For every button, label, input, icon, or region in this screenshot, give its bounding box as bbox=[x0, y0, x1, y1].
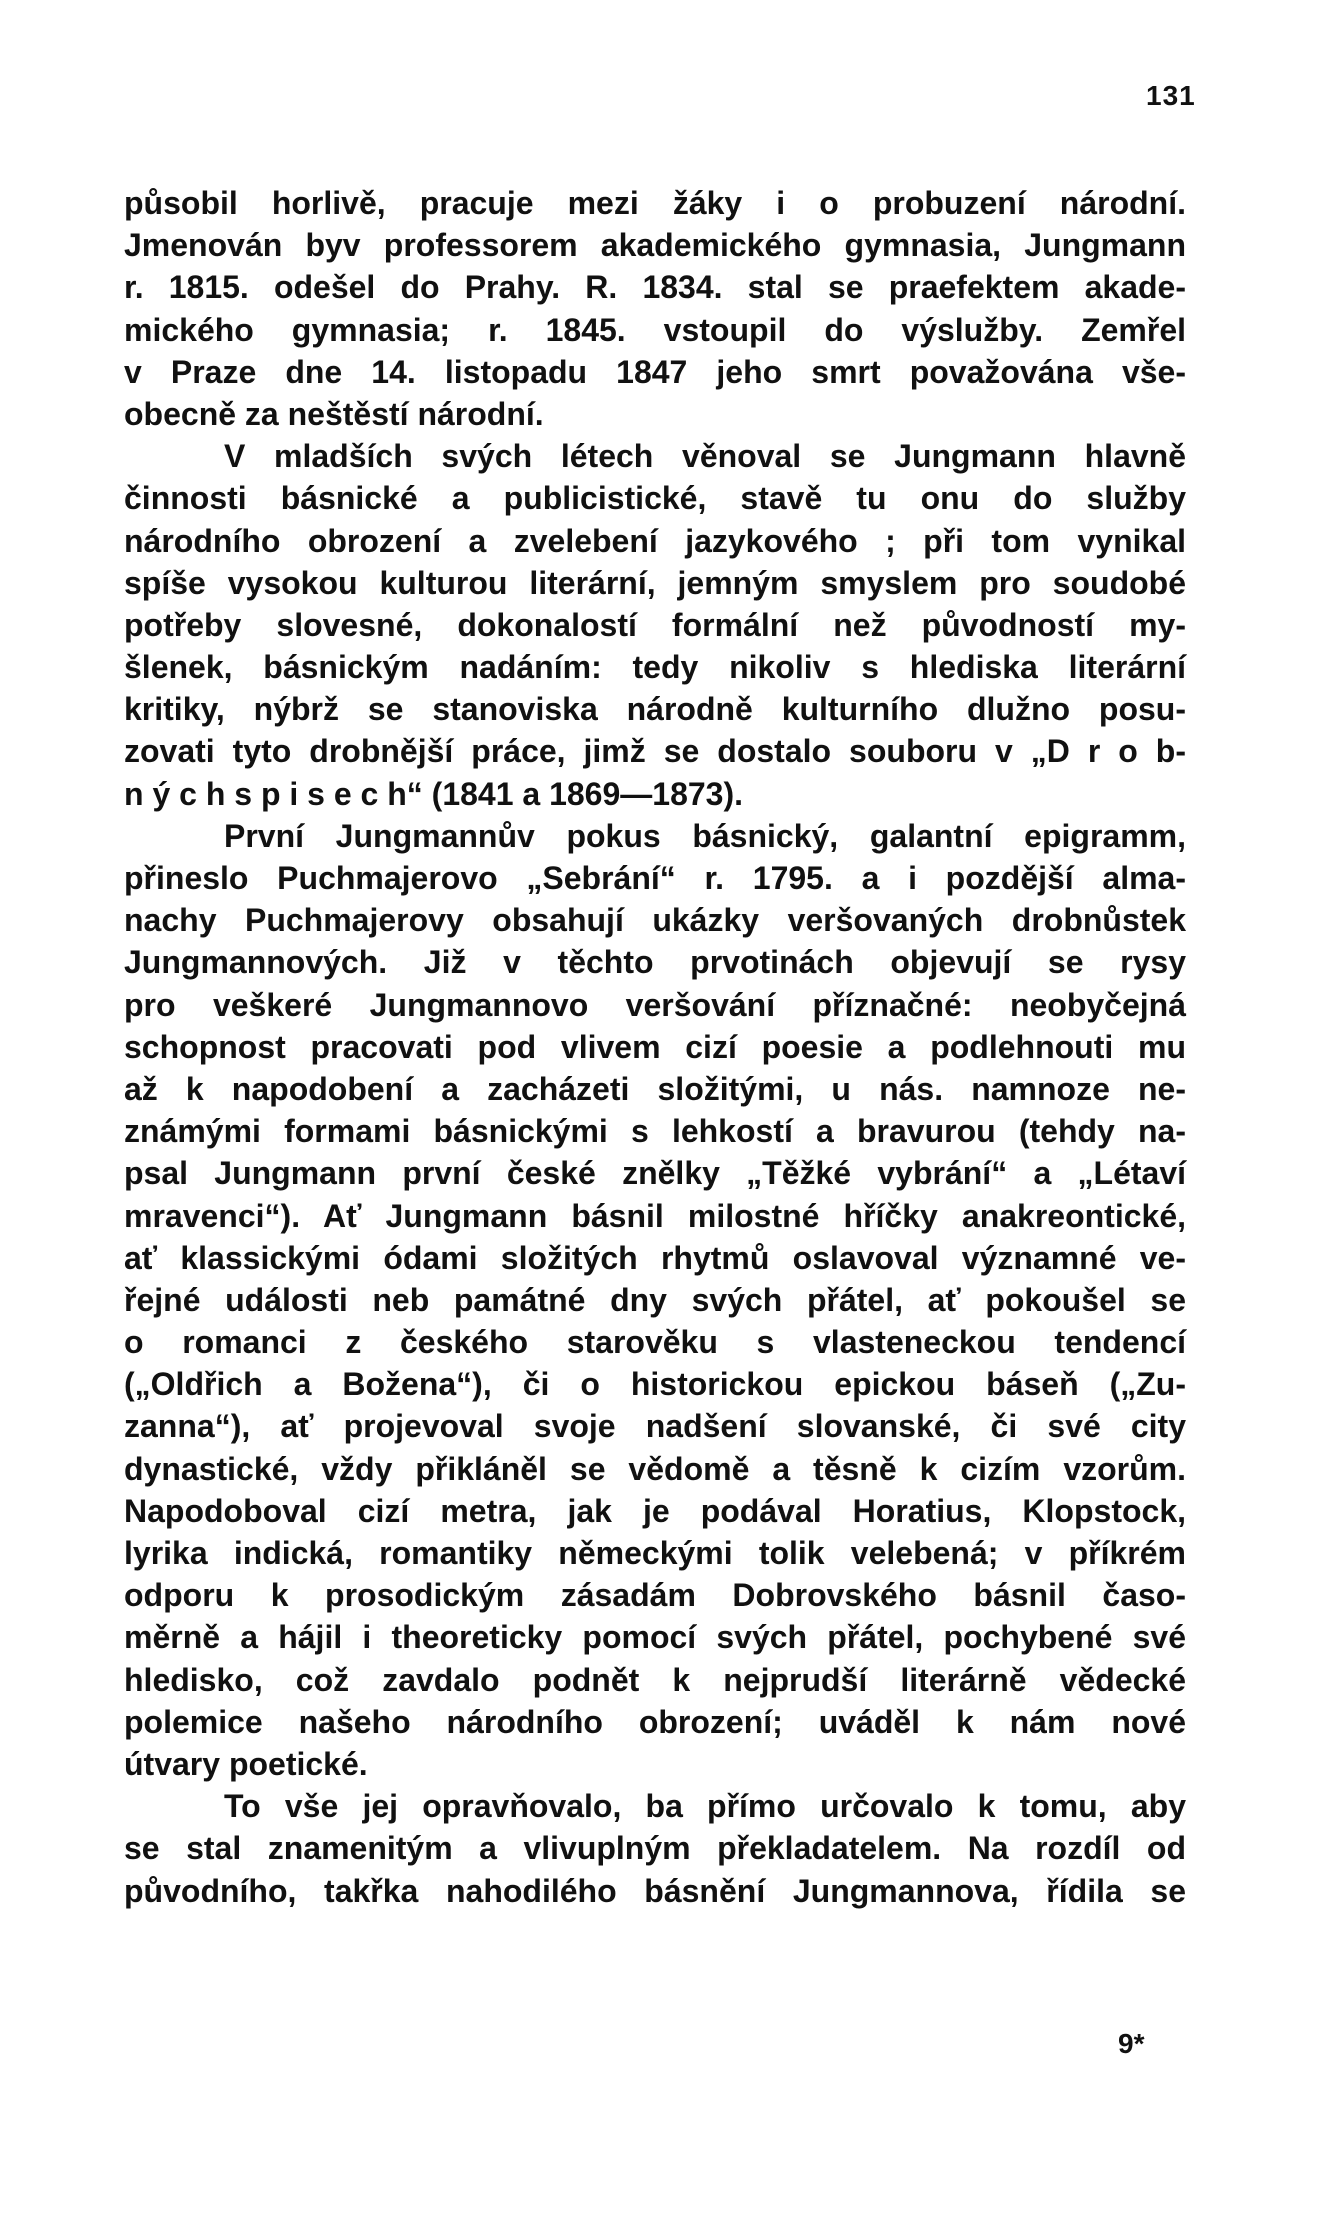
text-line: Napodoboval cizí metra, jak je podával Horatius, Klopstock, bbox=[124, 1492, 1186, 1529]
body-text bbox=[124, 182, 1186, 1912]
text-line: činnosti básnické a publicistické, stavě tu onu do služby bbox=[124, 480, 1186, 517]
text-line: mravenci“). Ať Jungmann básnil milostné hříčky anakreontické, bbox=[124, 1197, 1186, 1234]
text-line: Jmenován byv professorem akademického gymnasia, Jungmann bbox=[124, 227, 1186, 264]
text-line: schopnost pracovati pod vlivem cizí poesie a podlehnouti mu bbox=[124, 1028, 1186, 1065]
text-line: obecně za neštěstí národní. bbox=[124, 395, 544, 432]
paragraph-first-line: V mladších svých létech věnoval se Jungmann hlavně bbox=[224, 438, 1186, 475]
text-line: působil horlivě, pracuje mezi žáky i o probuzení národní. bbox=[124, 185, 1186, 221]
text-line: ať klassickými ódami složitých rhytmů oslavoval významné ve- bbox=[124, 1239, 1186, 1276]
text-line: psal Jungmann první české znělky „Těžké vybrání“ a „Létaví bbox=[124, 1155, 1186, 1192]
text-line: potřeby slovesné, dokonalostí formální než původností my- bbox=[124, 606, 1186, 643]
text-line: n ý c h s p i s e c h“ (1841 a 1869—1873). bbox=[124, 775, 743, 812]
text-line: řejné události neb památné dny svých přátel, ať pokoušel se bbox=[124, 1281, 1186, 1318]
text-line: lyrika indická, romantiky německými tolik velebená; v příkrém bbox=[124, 1535, 1186, 1571]
text-line: měrně a hájil i theoreticky pomocí svých přátel, pochybené své bbox=[124, 1619, 1186, 1656]
text-line: zovati tyto drobnější práce, jimž se dostalo souboru v „D r o b- bbox=[124, 733, 1186, 770]
text-line: až k napodobení a zacházeti složitými, u nás. namnoze ne- bbox=[124, 1070, 1186, 1107]
text-line: spíše vysokou kulturou literární, jemným smyslem pro soudobé bbox=[124, 564, 1186, 601]
text-line: šlenek, básnickým nadáním: tedy nikoliv s hlediska literární bbox=[124, 649, 1186, 686]
text-line: mického gymnasia; r. 1845. vstoupil do výslužby. Zemřel bbox=[124, 311, 1186, 348]
text-line: útvary poetické. bbox=[124, 1745, 368, 1782]
paragraph-first-line: To vše jej opravňovalo, ba přímo určovalo k tomu, aby bbox=[224, 1788, 1186, 1825]
text-line: původního, takřka nahodilého básnění Jungmannova, řídila se bbox=[124, 1872, 1186, 1909]
text-line: přineslo Puchmajerovo „Sebrání“ r. 1795. a i pozdější alma- bbox=[124, 860, 1186, 896]
text-line: se stal znamenitým a vlivuplným překladatelem. Na rozdíl od bbox=[124, 1830, 1186, 1867]
text-line: r. 1815. odešel do Prahy. R. 1834. stal se praefektem akade- bbox=[124, 269, 1186, 306]
page-number: 131 bbox=[1146, 80, 1196, 111]
text-line: hledisko, což zavdalo podnět k nejprudší literárně vědecké bbox=[124, 1661, 1186, 1698]
text-line: národního obrození a zvelebení jazykového ; při tom vynikal bbox=[124, 522, 1186, 559]
text-line: odporu k prosodickým zásadám Dobrovského básnil časo- bbox=[124, 1577, 1186, 1614]
text-line: polemice našeho národního obrození; uváděl k nám nové bbox=[124, 1703, 1186, 1740]
text-line: zanna“), ať projevoval svoje nadšení slovanské, či své city bbox=[124, 1408, 1186, 1445]
printer-signature-mark: 9* bbox=[1118, 2028, 1145, 2059]
text-line: známými formami básnickými s lehkostí a bravurou (tehdy na- bbox=[124, 1113, 1186, 1150]
text-line: („Oldřich a Božena“), či o historickou epickou báseň („Zu- bbox=[124, 1366, 1186, 1403]
text-line: nachy Puchmajerovy obsahují ukázky veršovaných drobnůstek bbox=[124, 902, 1186, 939]
text-line: dynastické, vždy přikláněl se vědomě a těsně k cizím vzorům. bbox=[124, 1450, 1186, 1487]
text-line: v Praze dne 14. listopadu 1847 jeho smrt považována vše- bbox=[124, 353, 1186, 390]
text-line: kritiky, nýbrž se stanoviska národně kulturního dlužno posu- bbox=[124, 691, 1186, 728]
text-line: Jungmannových. Již v těchto prvotinách objevují se rysy bbox=[124, 944, 1186, 981]
text-line: o romanci z českého starověku s vlasteneckou tendencí bbox=[124, 1324, 1186, 1361]
paragraph-first-line: První Jungmannův pokus básnický, galantní epigramm, bbox=[224, 817, 1186, 854]
text-line: pro veškeré Jungmannovo veršování příznačné: neobyčejná bbox=[124, 986, 1186, 1023]
